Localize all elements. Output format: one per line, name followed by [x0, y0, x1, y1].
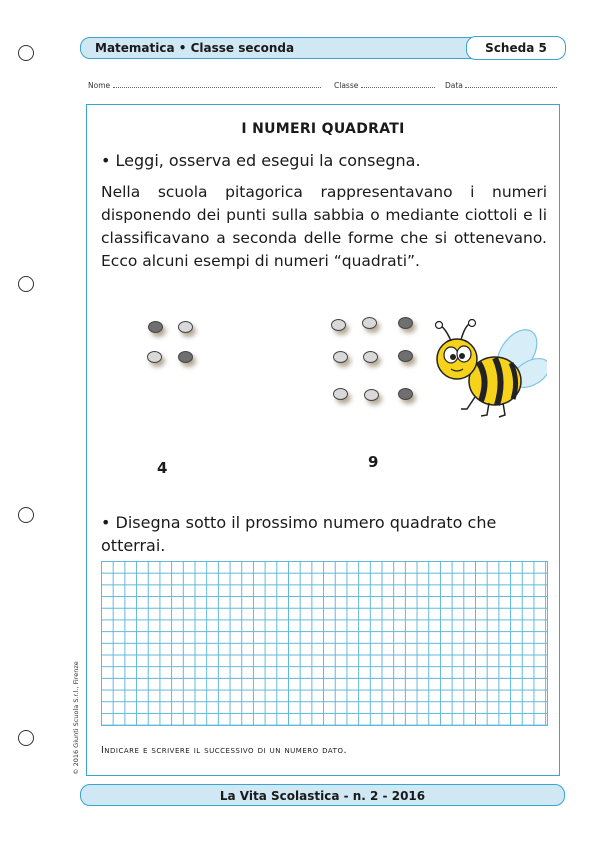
- worksheet-title: I NUMERI QUADRATI: [241, 121, 405, 137]
- class-field: [334, 80, 435, 90]
- name-field: [88, 80, 321, 90]
- sheet-number-label: Scheda 5: [485, 41, 547, 55]
- class-blank[interactable]: [361, 80, 435, 88]
- pebble: [364, 389, 379, 401]
- pebble: [398, 317, 413, 329]
- pebble: [333, 351, 348, 363]
- example-label-4: 4: [157, 459, 168, 477]
- drawing-grid[interactable]: [101, 561, 548, 726]
- name-label: Nome: [88, 81, 111, 90]
- footer-bar: [80, 784, 565, 806]
- square-number-examples: [117, 293, 417, 433]
- instruction-read: • Leggi, osserva ed esegui la consegna.: [101, 151, 421, 170]
- example-label-9: 9: [368, 453, 379, 471]
- date-label: Data: [445, 81, 463, 90]
- date-field: [445, 80, 557, 90]
- binder-hole-1: [18, 45, 34, 61]
- header-bar: [80, 37, 565, 59]
- date-blank[interactable]: [465, 80, 557, 88]
- pebble: [398, 350, 413, 362]
- pebble: [362, 317, 377, 329]
- pebble: [333, 388, 348, 400]
- pebble: [178, 351, 193, 363]
- binder-hole-2: [18, 276, 34, 292]
- name-blank[interactable]: [113, 80, 321, 88]
- pebble: [398, 388, 413, 400]
- pebble: [363, 351, 378, 363]
- binder-hole-3: [18, 507, 34, 523]
- worksheet-box: [86, 104, 560, 776]
- pebble: [331, 319, 346, 331]
- pebble: [148, 321, 163, 333]
- instruction-draw: • Disegna sotto il prossimo numero quadrato che otterrai.: [101, 513, 497, 555]
- subject-title: Matematica • Classe seconda: [95, 41, 295, 55]
- bee-illustration: [431, 317, 547, 421]
- pebble: [178, 321, 193, 333]
- sheet-number-badge: [466, 36, 566, 60]
- class-label: Classe: [334, 81, 359, 90]
- copyright-notice: © 2016 Giunti Scuola S.r.l., Firenze: [72, 661, 80, 775]
- binder-hole-4: [18, 730, 34, 746]
- learning-objective: Indicare e scrivere il successivo di un numero dato.: [101, 745, 347, 756]
- pebble: [147, 351, 162, 363]
- publication-label: La Vita Scolastica - n. 2 - 2016: [219, 789, 426, 803]
- intro-paragraph: Nella scuola pitagorica rappresentavano i numeri disponendo dei punti sulla sabbia o mediante ciottoli e li classificavano a seconda delle forme che si ottenevano. Ecco alcuni esempi di numeri “quadrati”.: [101, 183, 547, 270]
